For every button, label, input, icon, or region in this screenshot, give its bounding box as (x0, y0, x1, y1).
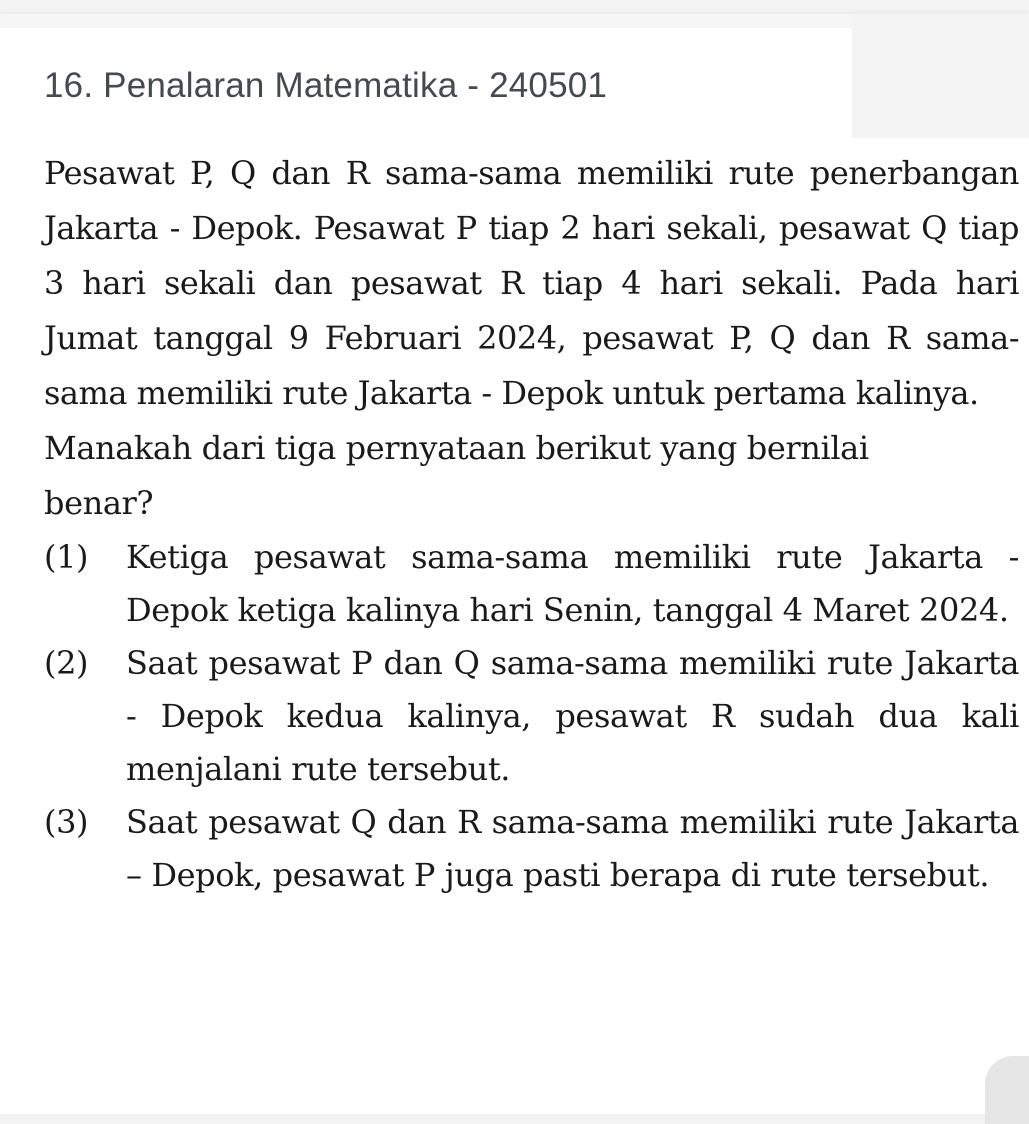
statement-text: Ketiga pesawat sama-sama memiliki rute Jakarta - Depok ketiga kalinya hari Senin, tanggal 4 Maret 2024. (126, 538, 1019, 629)
header-right-fade (852, 14, 1029, 138)
statement-number: (3) (44, 803, 89, 841)
statement-item (44, 637, 1019, 796)
question-text: Pesawat P, Q dan R sama-sama memiliki rute penerbangan Jakarta - Depok. Pesawat P tiap 2 hari sekali, pesawat Q tiap 3 hari sekali dan pesawat R tiap 4 hari sekali. Pada hari Jumat tanggal 9 Februari 2024, pesawat P, Q dan R sama-sama memiliki rute Jakarta - Depok untuk pertama kalinya. (44, 154, 1019, 412)
question-body (44, 146, 1019, 902)
statement-number: (2) (44, 644, 89, 682)
statement-text: Saat pesawat Q dan R sama-sama memiliki rute Jakarta – Depok, pesawat P juga pasti berapa di rute tersebut. (126, 803, 1019, 894)
question-prompt: Manakah dari tiga pernyataan berikut yang bernilai benar? (44, 429, 869, 522)
question-card (0, 14, 1029, 1114)
statement-item (44, 796, 1019, 902)
statement-text: Saat pesawat P dan Q sama-sama memiliki rute Jakarta - Depok kedua kalinya, pesawat R sudah dua kali menjalani rute tersebut. (126, 644, 1019, 788)
statement-item (44, 531, 1019, 637)
page-title: 16. Penalaran Matematika - 240501 (44, 66, 608, 105)
statement-list (44, 531, 1019, 902)
statement-number: (1) (44, 538, 89, 576)
